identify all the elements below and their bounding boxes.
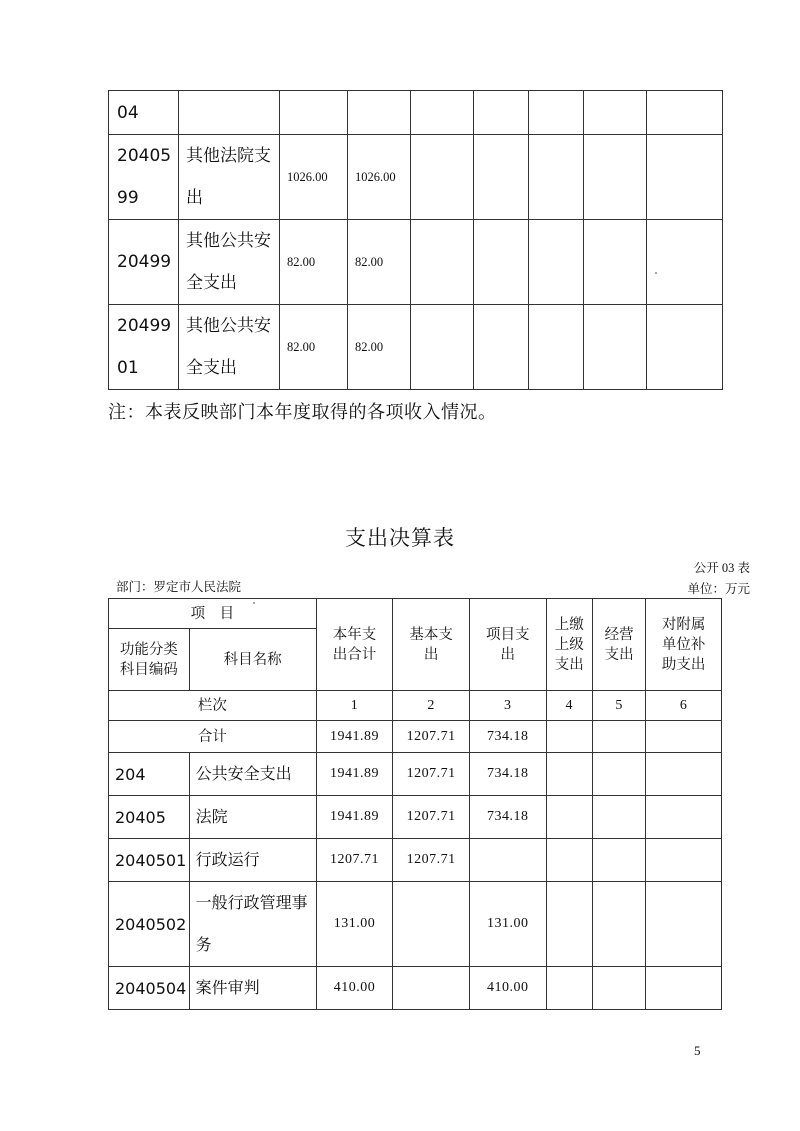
total-label: 合计 xyxy=(109,721,317,753)
table-row xyxy=(109,220,723,305)
amount-cell: 1207.71 xyxy=(316,839,393,882)
table-row xyxy=(109,305,723,390)
amount-cell: 410.00 xyxy=(316,967,393,1010)
header-basic: 基本支 出 xyxy=(393,599,470,691)
amount-cell xyxy=(393,882,470,967)
amount-cell xyxy=(546,753,592,796)
amount-cell: 1941.89 xyxy=(316,753,393,796)
empty-cell xyxy=(411,305,474,390)
form-code: 公开 03 表 xyxy=(693,561,750,575)
amount-cell xyxy=(546,796,592,839)
unit-label: 单位：万元 xyxy=(687,582,750,596)
amount-cell: 734.18 xyxy=(469,796,546,839)
basic-amount: 82.00 xyxy=(348,305,411,390)
amount-cell xyxy=(469,839,546,882)
scan-speck xyxy=(253,602,255,604)
total-value: 734.18 xyxy=(469,721,546,753)
function-code: 204 xyxy=(109,753,190,796)
amount-cell xyxy=(546,839,592,882)
item-name: 公共安全支出 xyxy=(189,753,316,796)
empty-cell xyxy=(529,91,584,135)
table-row xyxy=(109,839,722,882)
item-name: 法院 xyxy=(189,796,316,839)
item-name: 其他公共安 全支出 xyxy=(179,305,280,390)
amount-cell xyxy=(646,839,722,882)
empty-cell xyxy=(584,305,647,390)
amount-cell xyxy=(646,882,722,967)
amount-cell: 410.00 xyxy=(469,967,546,1010)
column-number: 2 xyxy=(393,691,470,721)
empty-cell xyxy=(411,220,474,305)
column-number: 6 xyxy=(646,691,722,721)
basic-amount xyxy=(348,91,411,135)
amount-cell xyxy=(646,796,722,839)
table-row xyxy=(109,753,722,796)
function-code: 2040504 xyxy=(109,967,190,1010)
column-number: 4 xyxy=(546,691,592,721)
department-label: 部门：罗定市人民法院 xyxy=(116,580,242,594)
amount-cell xyxy=(546,967,592,1010)
empty-cell xyxy=(411,91,474,135)
item-name: 其他法院支 出 xyxy=(179,135,280,220)
empty-cell xyxy=(584,135,647,220)
header-subsidy: 对附属 单位补 助支出 xyxy=(646,599,722,691)
expenditure-table xyxy=(108,598,722,1010)
amount-cell xyxy=(546,882,592,967)
function-code: 20405 xyxy=(109,796,190,839)
table-row xyxy=(109,796,722,839)
amount-cell xyxy=(592,967,645,1010)
amount-cell: 1207.71 xyxy=(393,839,470,882)
item-code: 20499 01 xyxy=(109,305,179,390)
empty-cell xyxy=(529,305,584,390)
total-amount: 82.00 xyxy=(280,220,348,305)
total-amount xyxy=(280,91,348,135)
empty-cell xyxy=(529,135,584,220)
total-value xyxy=(546,721,592,753)
amount-cell xyxy=(646,967,722,1010)
table-row xyxy=(109,91,723,135)
total-value: 1207.71 xyxy=(393,721,470,753)
income-table-continuation xyxy=(108,90,723,390)
amount-cell xyxy=(592,882,645,967)
empty-cell xyxy=(647,91,723,135)
amount-cell: 1941.89 xyxy=(316,796,393,839)
column-number: 3 xyxy=(469,691,546,721)
item-code: 04 xyxy=(109,91,179,135)
header-remit: 上缴 上级 支出 xyxy=(546,599,592,691)
empty-cell xyxy=(529,220,584,305)
empty-cell xyxy=(647,135,723,220)
amount-cell xyxy=(592,796,645,839)
item-code: 20499 xyxy=(109,220,179,305)
empty-cell xyxy=(474,135,529,220)
amount-cell: 734.18 xyxy=(469,753,546,796)
total-value: 1941.89 xyxy=(316,721,393,753)
item-code: 20405 99 xyxy=(109,135,179,220)
header-name-label: 科目名称 xyxy=(189,629,316,691)
amount-cell xyxy=(646,753,722,796)
empty-cell xyxy=(411,135,474,220)
amount-cell: 131.00 xyxy=(469,882,546,967)
table-row xyxy=(109,882,722,967)
header-project: 项目支 出 xyxy=(469,599,546,691)
amount-cell: 131.00 xyxy=(316,882,393,967)
scan-speck xyxy=(655,272,657,274)
empty-cell xyxy=(647,220,723,305)
empty-cell xyxy=(474,91,529,135)
item-name: 一般行政管理事 务 xyxy=(189,882,316,967)
function-code: 2040501 xyxy=(109,839,190,882)
function-code: 2040502 xyxy=(109,882,190,967)
table-row xyxy=(109,135,723,220)
empty-cell xyxy=(584,91,647,135)
empty-cell xyxy=(584,220,647,305)
column-index-label: 栏次 xyxy=(109,691,317,721)
item-name: 案件审判 xyxy=(189,967,316,1010)
empty-cell xyxy=(647,305,723,390)
amount-cell xyxy=(393,967,470,1010)
header-code-label: 功能分类 科目编码 xyxy=(109,629,190,691)
basic-amount: 82.00 xyxy=(348,220,411,305)
item-name xyxy=(179,91,280,135)
column-number: 5 xyxy=(592,691,645,721)
total-amount: 82.00 xyxy=(280,305,348,390)
amount-cell xyxy=(592,839,645,882)
total-value xyxy=(592,721,645,753)
amount-cell: 1207.71 xyxy=(393,796,470,839)
header-total: 本年支 出合计 xyxy=(316,599,393,691)
empty-cell xyxy=(474,305,529,390)
page-number: 5 xyxy=(694,1043,701,1058)
item-name: 行政运行 xyxy=(189,839,316,882)
amount-cell: 1207.71 xyxy=(393,753,470,796)
amount-cell xyxy=(592,753,645,796)
table-row xyxy=(109,967,722,1010)
header-business: 经营 支出 xyxy=(592,599,645,691)
item-name: 其他公共安 全支出 xyxy=(179,220,280,305)
empty-cell xyxy=(474,220,529,305)
column-number: 1 xyxy=(316,691,393,721)
total-amount: 1026.00 xyxy=(280,135,348,220)
total-value xyxy=(646,721,722,753)
basic-amount: 1026.00 xyxy=(348,135,411,220)
header-item: 项 目 xyxy=(109,599,317,629)
table-note: 注：本表反映部门本年度取得的各项收入情况。 xyxy=(108,402,497,423)
page-title: 支出决算表 xyxy=(345,526,455,550)
